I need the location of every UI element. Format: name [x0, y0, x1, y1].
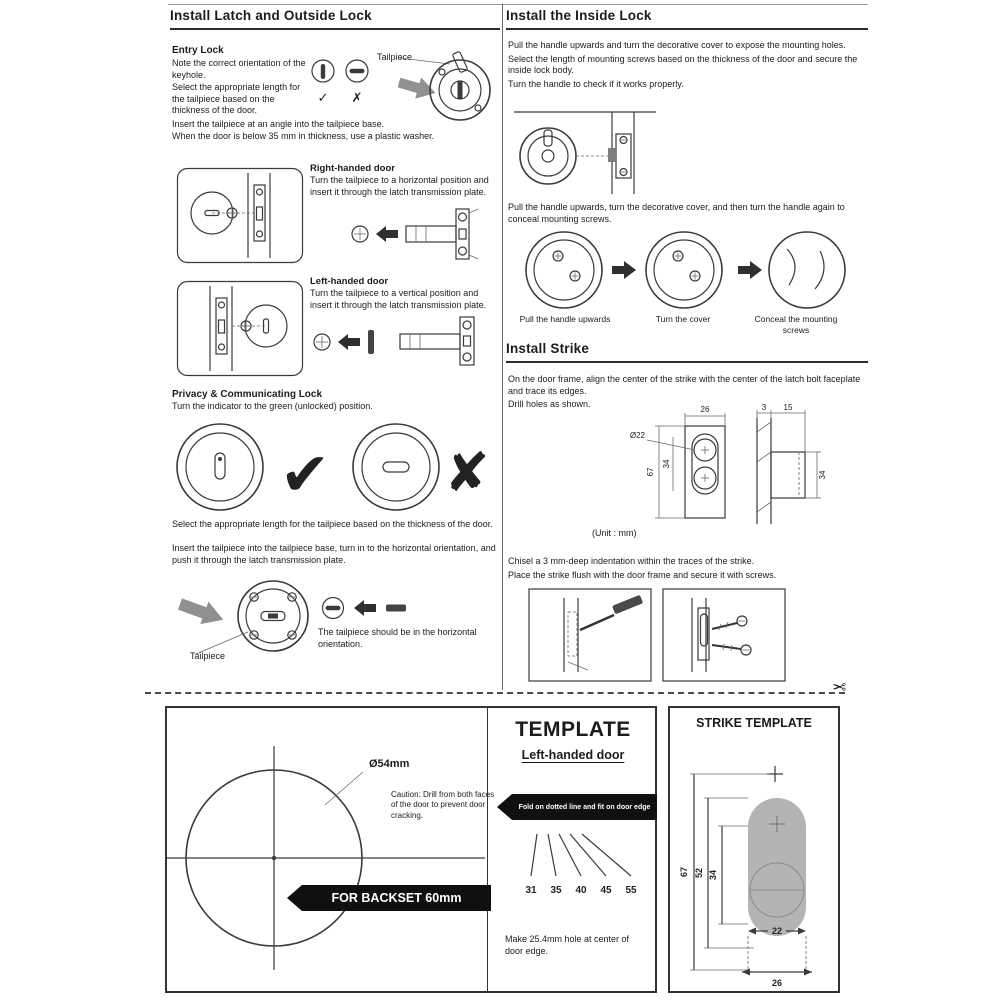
dim-34b: 34 [818, 470, 827, 480]
section-title-inside-lock: Install the Inside Lock [506, 8, 868, 30]
tailpiece-label-privacy: Tailpiece [190, 651, 226, 661]
entry-lock-p1: Note the correct orientation of the keyhole. [172, 58, 306, 80]
fold-banner-label: Fold on dotted line and fit on door edge [512, 794, 657, 820]
privacy-p2: Select the appropriate length for the tailpiece based on the thickness of the door. [172, 519, 493, 529]
strike-template-dim-52: 52 [694, 867, 704, 879]
strike-template-box [668, 706, 840, 993]
keyhole-wrong-cross-icon: ✗ [351, 91, 363, 106]
template-title: TEMPLATE [515, 718, 631, 741]
entry-lock-diagram [398, 36, 498, 138]
inside-lock-paragraphs [508, 40, 868, 93]
thickness-fold-lines [507, 830, 655, 906]
strike-template-dim-22: 22 [771, 926, 783, 936]
unit-label: (Unit : mm) [592, 528, 637, 538]
right-handed-door-diagram [176, 167, 304, 264]
inside-lock-p4: Pull the handle upwards, turn the decorative cover, and then turn the handle again to conceal mounting screws. [508, 202, 845, 224]
privacy-heading: Privacy & Communicating Lock [172, 389, 323, 400]
top-rule [168, 4, 868, 5]
right-handed-latch-assembly-diagram [348, 205, 498, 263]
inside-lock-diagram [510, 104, 660, 199]
strike-p3: Chisel a 3 mm-deep indentation within the traces of the strike. [508, 556, 755, 566]
dim-26: 26 [700, 405, 710, 414]
section-title-install-strike: Install Strike [506, 341, 868, 363]
template-inner-divider [487, 708, 488, 991]
chisel-indentation-diagram [528, 588, 652, 682]
template-note: Make 25.4mm hole at center of door edge. [505, 934, 630, 956]
left-handed-text: Turn the tailpiece to a vertical position and insert it through the latch transmission plate. [310, 288, 487, 310]
thickness-55: 55 [625, 885, 637, 896]
tailpiece-label-entry: Tailpiece [377, 52, 413, 62]
strike-dimension-drawing [585, 404, 865, 526]
thickness-40: 40 [575, 885, 587, 896]
privacy-p1: Turn the indicator to the green (unlocked) position. [172, 401, 373, 411]
strike-template-dim-26: 26 [771, 978, 783, 988]
dim-67: 67 [646, 467, 655, 477]
privacy-p3: Insert the tailpiece into the tailpiece base, turn in to the horizontal orientation, and push it through the latch transmission plate. [172, 543, 496, 565]
left-handed-door-diagram [176, 280, 304, 377]
section-title-latch-outside-lock: Install Latch and Outside Lock [170, 8, 500, 30]
keyhole-correct-check-icon: ✓ [317, 91, 329, 106]
privacy-indicator-diagram [172, 417, 498, 517]
strike-p2: Drill holes as shown. [508, 399, 591, 410]
strike-template-dim-67: 67 [679, 866, 689, 878]
drill-template-diagram [167, 708, 487, 991]
inside-lock-p3: Turn the handle to check if it works properly. [508, 79, 684, 90]
strike-template-diagram [674, 738, 834, 988]
entry-lock-p2: Select the appropriate length for the tailpiece based on the thickness of the door. [172, 82, 301, 116]
scissors-icon: ✂ [832, 678, 847, 698]
inside-lock-p1: Pull the handle upwards and turn the decorative cover to expose the mounting holes. [508, 40, 846, 50]
backset-banner-arrow-icon [287, 885, 302, 911]
cover-step2-caption: Turn the cover [655, 314, 711, 324]
template-box [165, 706, 657, 993]
entry-lock-p4: When the door is below 35 mm in thickness, use a plastic washer. [172, 131, 435, 141]
thickness-31: 31 [525, 885, 537, 896]
backset-banner [287, 885, 491, 911]
fold-banner [497, 794, 657, 820]
strike-p4: Place the strike flush with the door frame and secure it with screws. [508, 569, 777, 580]
entry-lock-p3: Insert the tailpiece at an angle into the tailpiece base. [172, 119, 385, 129]
strike-p1: On the door frame, align the center of the strike with the center of the latch bolt faceplate and trace its edges. [508, 374, 861, 396]
backset-banner-label: FOR BACKSET 60mm [302, 885, 491, 911]
thickness-45: 45 [600, 885, 612, 896]
left-handed-heading: Left-handed door [310, 276, 389, 287]
template-subtitle: Left-handed door [521, 748, 625, 762]
cut-line [145, 692, 845, 694]
privacy-check-icon: ✔ [279, 440, 331, 510]
caution-text: Caution: Drill from both faces of the door to prevent door cracking. [391, 790, 495, 820]
strike-template-title: STRIKE TEMPLATE [696, 716, 812, 730]
privacy-note: The tailpiece should be in the horizontal orientation. [318, 627, 477, 649]
strike-paragraphs-bottom [508, 556, 868, 583]
right-handed-text: Turn the tailpiece to a horizontal position and insert it through the latch transmission plate. [310, 175, 489, 197]
column-divider [502, 4, 503, 690]
dim-34: 34 [662, 459, 671, 469]
horizontal-tailpiece-icons [320, 594, 450, 622]
cover-steps-diagram [512, 227, 862, 313]
entry-lock-heading: Entry Lock [172, 45, 224, 56]
cover-step3-caption: Conceal the mounting screws [754, 314, 838, 335]
right-handed-heading: Right-handed door [310, 163, 395, 174]
inside-lock-p2: Select the length of mounting screws based on the thickness of the door and secure the inside lock body. [508, 53, 858, 76]
hole-diameter-label: Ø54mm [369, 758, 410, 770]
left-handed-latch-assembly-diagram [312, 312, 498, 370]
cover-step1-caption: Pull the handle upwards [519, 314, 611, 324]
thickness-35: 35 [550, 885, 562, 896]
dim-3: 3 [761, 404, 767, 412]
tailpiece-base-diagram [178, 574, 328, 662]
strike-screws-diagram [662, 588, 786, 682]
dim-hole-22: Ø22 [629, 431, 645, 440]
fold-banner-arrow-icon [497, 794, 512, 820]
privacy-cross-icon: ✘ [444, 441, 490, 504]
keyhole-orientation-icons [308, 56, 378, 106]
dim-15: 15 [783, 404, 793, 412]
strike-template-dim-34: 34 [708, 869, 718, 881]
